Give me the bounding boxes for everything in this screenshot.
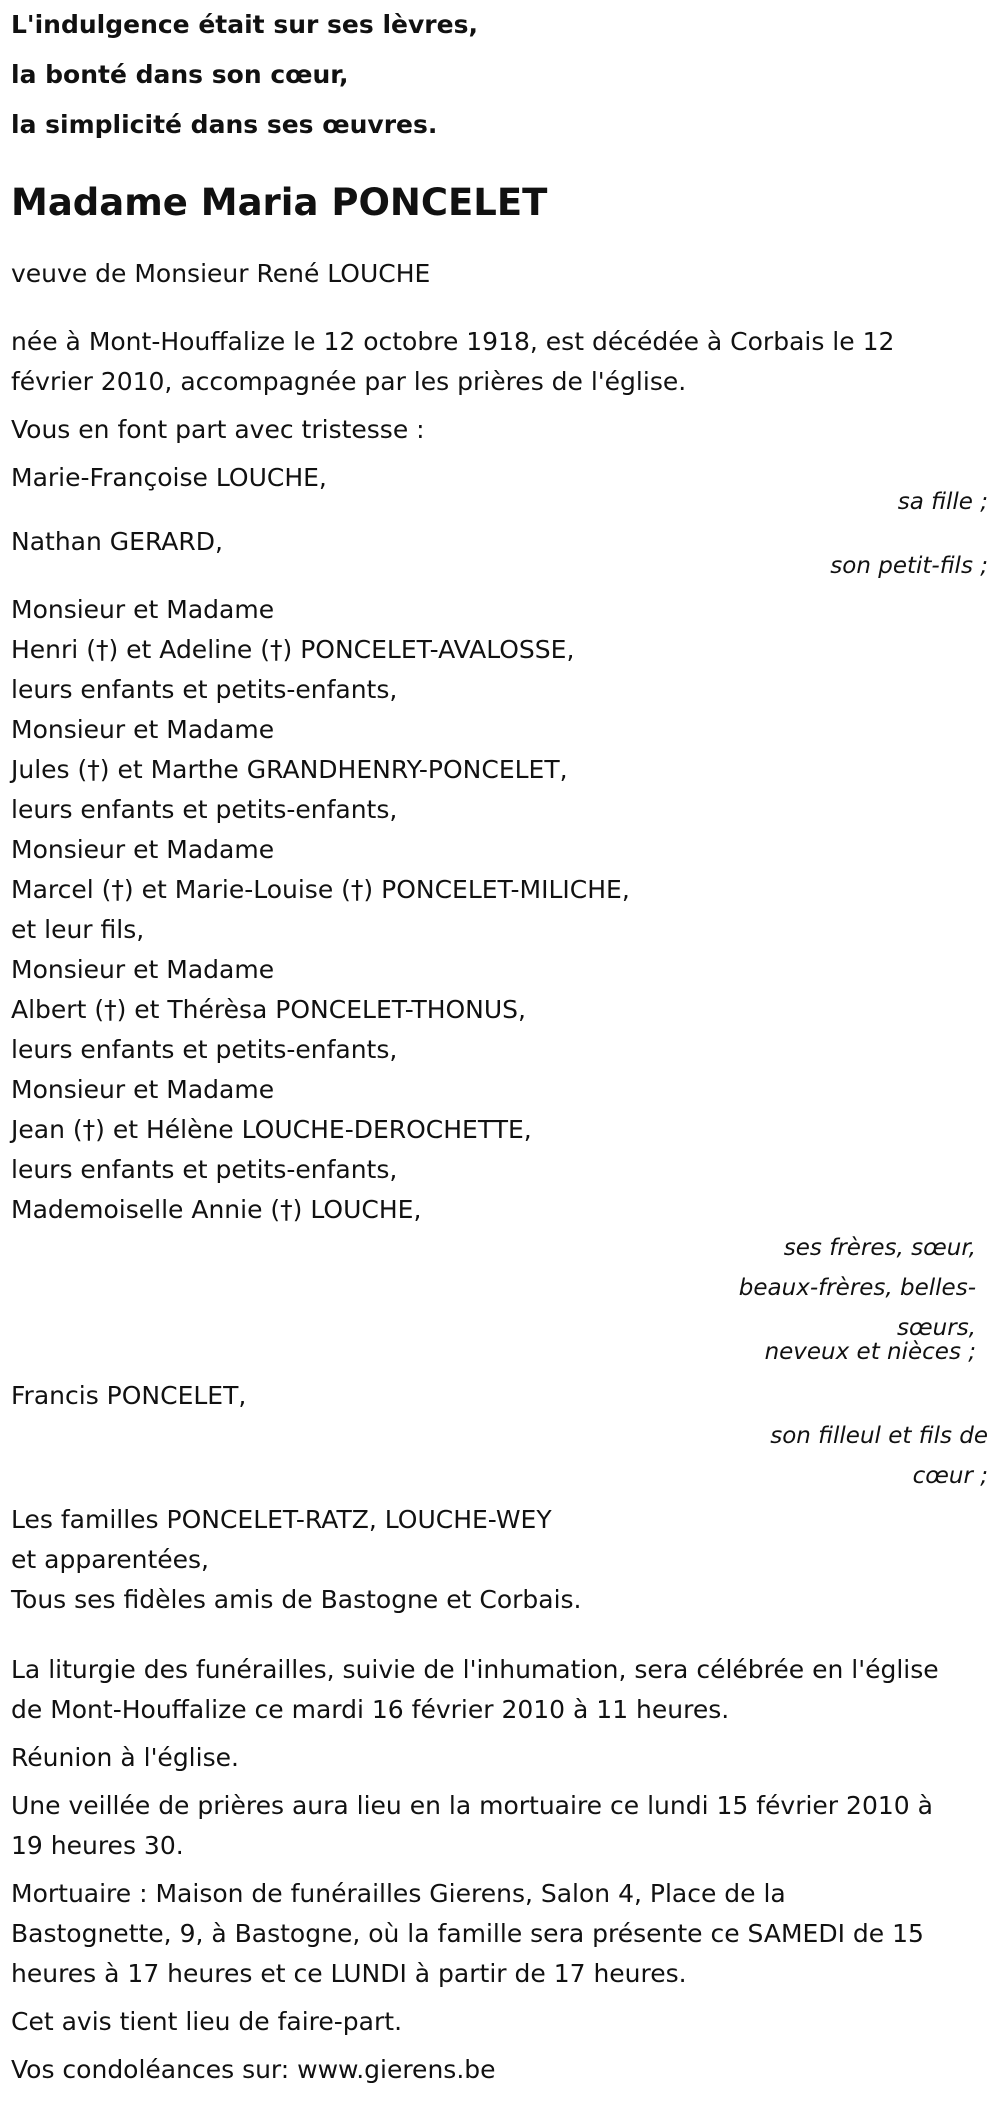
liturgy-line: de Mont-Houffalize ce mardi 16 février 2010 à 11 heures. bbox=[11, 1695, 730, 1724]
birth-death-line: née à Mont-Houffalize le 12 octobre 1918, est décédée à Corbais le 12 bbox=[11, 327, 895, 356]
epitaph-line: L'indulgence était sur ses lèvres, bbox=[11, 10, 478, 39]
siblings-relation-line: beaux-frères, belles- bbox=[738, 1275, 976, 1301]
deceased-name: Madame Maria PONCELET bbox=[11, 181, 548, 224]
liturgy bbox=[11, 1650, 988, 1730]
siblings-relation bbox=[716, 1228, 976, 1366]
notice: Cet avis tient lieu de faire-part. bbox=[11, 2007, 403, 2036]
siblings-relation-line: ses frères, sœur, bbox=[783, 1235, 976, 1261]
siblings-list bbox=[11, 590, 988, 1230]
siblings-relation-line: sœurs, bbox=[897, 1315, 976, 1341]
widow-of: veuve de Monsieur René LOUCHE bbox=[11, 259, 431, 288]
sibling-line: Mademoiselle Annie (†) LOUCHE, bbox=[11, 1195, 422, 1224]
sibling-line: Monsieur et Madame bbox=[11, 835, 275, 864]
mortuary-line: heures à 17 heures et ce LUNDI à partir de 17 heures. bbox=[11, 1959, 687, 1988]
sibling-line: Marcel (†) et Marie-Louise (†) PONCELET-MILICHE, bbox=[11, 875, 630, 904]
announcement: Vous en font part avec tristesse : bbox=[11, 415, 425, 444]
birth-death-paragraph bbox=[11, 322, 988, 402]
godson-relation-line: son filleul et fils de bbox=[770, 1423, 988, 1449]
grandson-name: Nathan GERARD, bbox=[11, 527, 223, 556]
sibling-line: Jean (†) et Hélène LOUCHE-DEROCHETTE, bbox=[11, 1115, 532, 1144]
siblings-relation-line: neveux et nièces ; bbox=[764, 1339, 976, 1365]
sibling-line: Albert (†) et Thérèsa PONCELET-THONUS, bbox=[11, 995, 527, 1024]
sibling-line: leurs enfants et petits-enfants, bbox=[11, 795, 398, 824]
daughter-relation: sa fille ; bbox=[897, 489, 988, 515]
families-line: Les familles PONCELET-RATZ, LOUCHE-WEY bbox=[11, 1505, 552, 1534]
sibling-line: Jules (†) et Marthe GRANDHENRY-PONCELET, bbox=[11, 755, 568, 784]
meeting: Réunion à l'église. bbox=[11, 1743, 239, 1772]
birth-death-line: février 2010, accompagnée par les prières de l'église. bbox=[11, 367, 687, 396]
sibling-line: Monsieur et Madame bbox=[11, 1075, 275, 1104]
grandson-relation: son petit-fils ; bbox=[830, 553, 988, 579]
vigil bbox=[11, 1786, 988, 1866]
godson-entry bbox=[11, 1376, 988, 1496]
sibling-line: et leur fils, bbox=[11, 915, 145, 944]
godson-relation bbox=[728, 1416, 988, 1496]
epitaph bbox=[11, 0, 988, 150]
mortuary-line: Mortuaire : Maison de funérailles Gierens, Salon 4, Place de la bbox=[11, 1879, 786, 1908]
godson-name: Francis PONCELET, bbox=[11, 1381, 247, 1410]
families bbox=[11, 1500, 988, 1620]
daughter-name: Marie-Françoise LOUCHE, bbox=[11, 463, 327, 492]
sibling-line: Monsieur et Madame bbox=[11, 595, 275, 624]
families-line: Tous ses fidèles amis de Bastogne et Corbais. bbox=[11, 1585, 582, 1614]
epitaph-line: la simplicité dans ses œuvres. bbox=[11, 110, 438, 139]
grandson-entry bbox=[11, 522, 988, 586]
epitaph-line: la bonté dans son cœur, bbox=[11, 60, 349, 89]
families-line: et apparentées, bbox=[11, 1545, 209, 1574]
vigil-line: 19 heures 30. bbox=[11, 1831, 184, 1860]
sibling-line: Henri (†) et Adeline (†) PONCELET-AVALOSSE, bbox=[11, 635, 575, 664]
sibling-line: Monsieur et Madame bbox=[11, 715, 275, 744]
vigil-line: Une veillée de prières aura lieu en la mortuaire ce lundi 15 février 2010 à bbox=[11, 1791, 933, 1820]
sibling-line: leurs enfants et petits-enfants, bbox=[11, 675, 398, 704]
mortuary-line: Bastognette, 9, à Bastogne, où la famille sera présente ce SAMEDI de 15 bbox=[11, 1919, 924, 1948]
sibling-line: leurs enfants et petits-enfants, bbox=[11, 1155, 398, 1184]
condolences: Vos condoléances sur: www.gierens.be bbox=[11, 2055, 496, 2084]
godson-relation-line: cœur ; bbox=[912, 1463, 988, 1489]
liturgy-line: La liturgie des funérailles, suivie de l'inhumation, sera célébrée en l'église bbox=[11, 1655, 939, 1684]
daughter-entry bbox=[11, 458, 988, 522]
sibling-line: Monsieur et Madame bbox=[11, 955, 275, 984]
sibling-line: leurs enfants et petits-enfants, bbox=[11, 1035, 398, 1064]
mortuary bbox=[11, 1874, 988, 1994]
